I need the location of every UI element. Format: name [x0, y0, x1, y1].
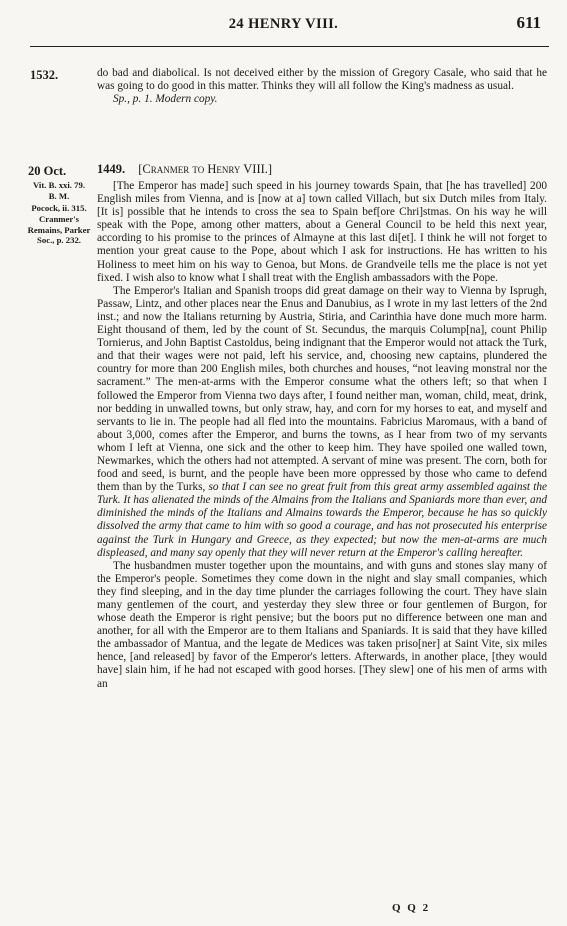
margin-ref: Pocock, ii. 315. — [31, 202, 87, 213]
page-number: 611 — [516, 13, 541, 32]
previous-entry-text: do bad and diabolical. Is not deceived either by the mission of Gregory Casale, who said that he was going to do good in this matter. Thinks they will all follow the King's madness as usual. — [97, 67, 547, 93]
entry-title: [Cranmer to Henry VIII.] — [138, 162, 273, 176]
margin-year: 1532. — [30, 68, 59, 82]
previous-entry-source: Sp., p. 1. Modern copy. — [113, 93, 218, 106]
paragraph-3: The husbandmen muster together upon the mountains, and with guns and stones slay many of the Emperor's people. Sometimes they come down in the night and slay small companies, which they find sleeping, and in the day time plunder the carriages following the court. They have slain many gentlemen of the court, and yesterday they slew three or four gentlemen of Burgon, for whose death the Emperor is right pensive; but the boors put no difference between one man and another, for all with the Emperor are to them Italians and Spaniards. It is said that they have killed the ambassador of Mantua, and the legate de Medices was taken priso[ner] at Saint Vite, six miles hence, [and released] by favor of the Emperor's letters. Afterwards, in another place, [they would have] slain him, if he had not escaped with good horses. [They slew] one of his men of arms with an — [97, 559, 547, 690]
paragraph-2-text: The Emperor's Italian and Spanish troops did great damage on their way to Vienna by Isprugh, Passaw, Lintz, and other places near the Enus and Danubius, as I wrote in my last letters of the 2nd inst.; and now the Italians returning by Austria, Stiria, and Carinthia have done much more harm. Eight thousand of them, led by the count of St. Secundus, the marquis Colump[na], count Philip Tornierus, and John Baptist Castoldus, being indignant that the Emperor would not attack the Turk, and that their wages were not paid, left his service, and, choosing new captains, plundered the country for more than 200 English miles, both churches and houses, “not leaving monstral nor the sacrament.” The men-at-arms with the Emperor consume what the others left; so that when I followed the Emperor from Vienna two days after, I found neither man, woman, child, meat, drink, nor bedding in unwalled towns, but only straw, hay, and corn for my horses to eat, and myself and servants to lie in. The people had all fled into the mountains. Fabricius Maromaus, with a band of about 3,000, comes after the Emperor, and burns the towns, as I hear from two of my servants whom I left at Vienna, one sick and the other to keep him. They have spoiled one walled town, Newmarkes, which the others had not attempted. A servant of mine was present. The corn, both for food and seed, is burnt, and the people have been more oppressed by those who came to defend them than by the Turks, — [97, 284, 547, 494]
entry-number: 1449. — [97, 162, 126, 176]
entry-body — [97, 180, 547, 691]
header-rule — [30, 46, 549, 47]
paragraph-2 — [97, 285, 547, 560]
margin-references — [26, 180, 92, 246]
previous-entry — [97, 67, 547, 106]
entry-heading — [97, 162, 272, 177]
margin-ref: Cranmer's Remains, Parker Soc., p. 232. — [27, 214, 91, 246]
paragraph-1: [The Emperor has made] such speed in his journey towards Spain, that [he has travelled] 200 English miles from Vienna, and is [now at a] town called Villach, but six Dutch miles from Italy. [It is] possible that he intends to cross the sea to Spain bef[ore Chri]stmas. On his way he will speak with the Pope, among other matters, about a General Council to be held this next year, according to his promise to the princes of Almayne at this last di[et]. I think he will not forget to mention your great cause to the Pope, about which I ask for instructions. He has written to his Holiness to meet him on his way to Genoa, but Mons. de Grandveile tells me the place is not yet fixed. I wish also to know what I shall treat with the English ambassadors with the Pope. — [97, 180, 547, 284]
margin-ref: B. M. — [48, 191, 70, 202]
margin-ref: Vit. B. xxi. 79. — [32, 180, 86, 190]
signature-mark: Q Q 2 — [392, 902, 431, 914]
entry-date: 20 Oct. — [28, 164, 67, 178]
paragraph-2-italic: so that I can see no great fruit from this great army assembled against the Turk. It has alienated the minds of the Almains from the Italians and Spaniards more than ever, and diminished the minds of the Italians and Almains towards the Emperor, because he has so quickly dissolved the army that came to him with so good a courage, and has not prosecuted his enterprise against the Turk in Hungary and Greece, as they expected; but now the men-at-arms are much displeased, and many say openly that they will never return at the Emperor's calling hereafter. — [97, 481, 547, 559]
running-head: 24 HENRY VIII. — [228, 16, 339, 32]
